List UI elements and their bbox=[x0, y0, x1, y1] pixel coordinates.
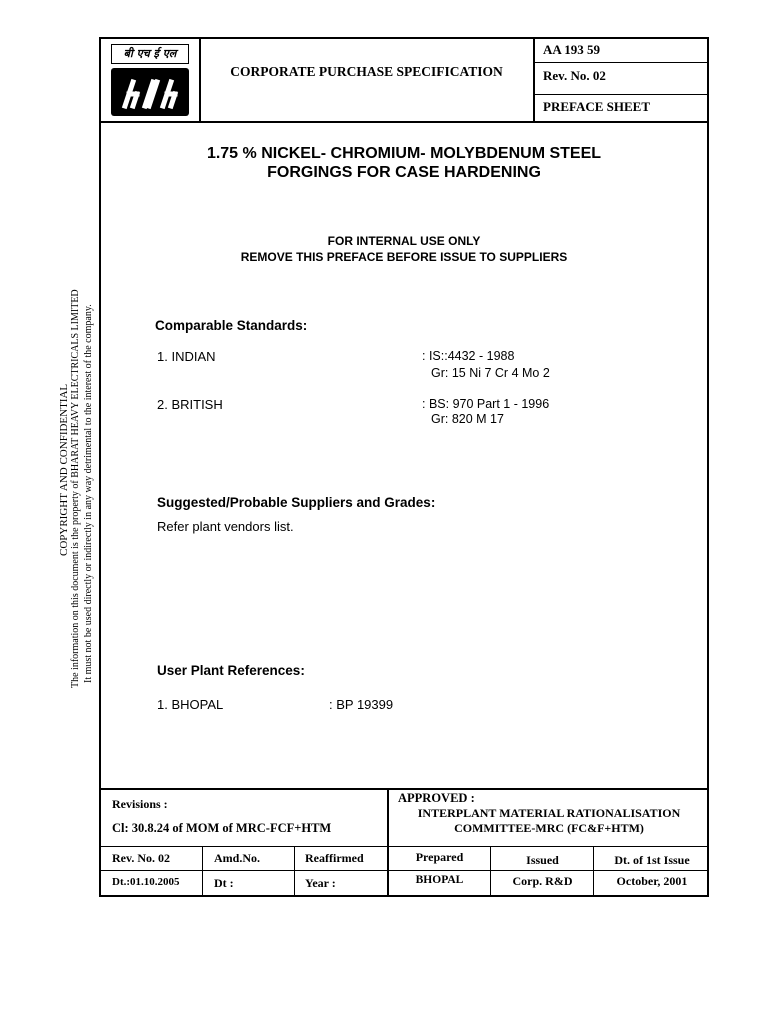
approved-label: APPROVED : bbox=[398, 791, 475, 805]
footer-reaffirmed: Reaffirmed bbox=[305, 851, 364, 865]
footer-year: Year : bbox=[305, 876, 336, 890]
document-title-line2: FORGINGS FOR CASE HARDENING bbox=[267, 164, 541, 181]
header-title: CORPORATE PURCHASE SPECIFICATION bbox=[230, 64, 503, 79]
user-plant-heading: User Plant References: bbox=[157, 663, 305, 678]
footer-amd-no: Amd.No. bbox=[214, 851, 261, 865]
standard-value: : IS::4432 - 1988 bbox=[422, 349, 515, 363]
remove-preface-notice: REMOVE THIS PREFACE BEFORE ISSUE TO SUPPLIERS bbox=[240, 250, 568, 264]
logo-hindi-text: बी एच ई एल bbox=[111, 44, 189, 64]
standard-grade: Gr: 820 M 17 bbox=[431, 412, 504, 426]
footer-issued-value: Corp. R&D bbox=[512, 874, 573, 888]
bhel-logo bbox=[107, 44, 191, 118]
approved-committee-line2: COMMITTEE-MRC (FC&F+HTM) bbox=[454, 821, 644, 835]
footer-first-issue-value: October, 2001 bbox=[616, 874, 688, 888]
suppliers-text: Refer plant vendors list. bbox=[157, 519, 294, 534]
footer-rev-no: Rev. No. 02 bbox=[112, 851, 170, 865]
property-notice: The information on this document is the property of BHARAT HEAVY ELECTRICALS LIMITED bbox=[70, 289, 81, 688]
copyright-notice: COPYRIGHT AND CONFIDENTIAL bbox=[58, 383, 70, 556]
suppliers-heading: Suggested/Probable Suppliers and Grades: bbox=[157, 495, 436, 510]
user-plant-label: 1. BHOPAL bbox=[157, 697, 224, 712]
footer-prepared-value: BHOPAL bbox=[415, 874, 464, 886]
usage-notice: It must not be used directly or indirectly in any way detrimental to the interest of the company. bbox=[83, 304, 94, 683]
spec-number: AA 193 59 bbox=[543, 42, 601, 57]
document-title-line1: 1.75 % NICKEL- CHROMIUM- MOLYBDENUM STEEL bbox=[206, 145, 602, 162]
logo-mark bbox=[111, 68, 189, 116]
revision-number: Rev. No. 02 bbox=[543, 68, 606, 83]
footer-first-issue: Dt. of 1st Issue bbox=[614, 853, 690, 867]
user-plant-value: : BP 19399 bbox=[329, 697, 394, 712]
standard-label: 2. BRITISH bbox=[157, 397, 223, 412]
standard-label: 1. INDIAN bbox=[157, 349, 216, 364]
standard-grade: Gr: 15 Ni 7 Cr 4 Mo 2 bbox=[431, 366, 550, 380]
comparable-standards-heading: Comparable Standards: bbox=[155, 318, 308, 333]
footer-prepared: Prepared bbox=[415, 850, 464, 864]
footer-issued: Issued bbox=[526, 853, 559, 867]
revisions-text: Cl: 30.8.24 of MOM of MRC-FCF+HTM bbox=[112, 821, 332, 835]
bhel-mark-icon bbox=[111, 68, 189, 116]
internal-use-notice: FOR INTERNAL USE ONLY bbox=[327, 234, 481, 248]
footer-date: Dt.:01.10.2005 bbox=[112, 876, 180, 888]
revisions-label: Revisions : bbox=[112, 797, 168, 811]
standard-value: : BS: 970 Part 1 - 1996 bbox=[422, 397, 550, 411]
sheet-name: PREFACE SHEET bbox=[543, 99, 651, 114]
footer-dt: Dt : bbox=[214, 876, 234, 890]
approved-committee-line1: INTERPLANT MATERIAL RATIONALISATION bbox=[417, 806, 681, 820]
